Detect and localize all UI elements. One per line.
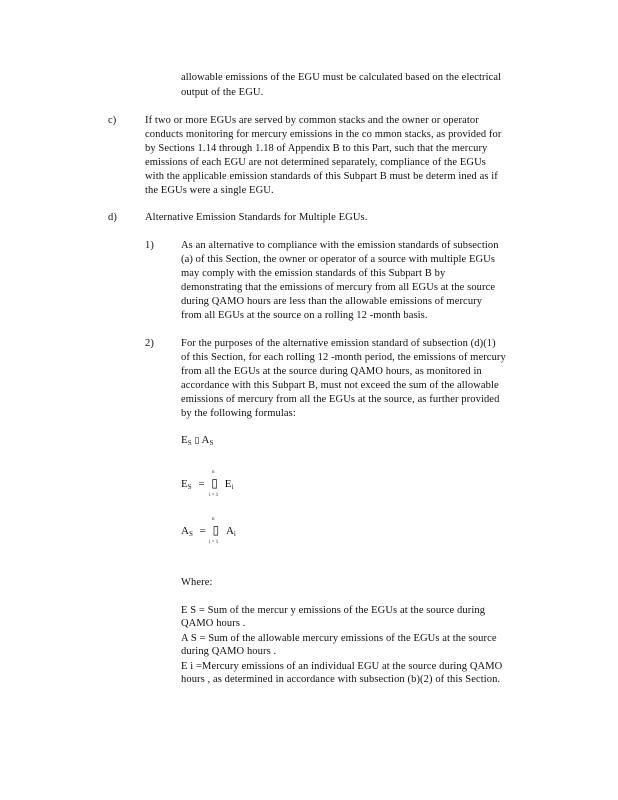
- item-2-line: by the following formulas:: [181, 408, 296, 419]
- formula-3-term-sub: i: [233, 530, 236, 538]
- paragraph-c-line: by Sections 1.14 through 1.18 of Appendix B to this Part, such that the mercury: [145, 143, 488, 154]
- formula-3-term: A: [225, 525, 234, 537]
- formula-3: [181, 523, 236, 538]
- formula-2-term: E: [224, 478, 232, 490]
- definition-line: A S = Sum of the allowable mercury emissions of the EGUs at the source: [181, 633, 497, 644]
- formula-2-lower-limit: i = 1: [209, 493, 219, 498]
- formula-2-left: E: [181, 478, 188, 490]
- definition-line: hours , as determined in accordance with subsection (b)(2) of this Section.: [181, 674, 501, 685]
- formula-1-left: E: [181, 434, 188, 446]
- formula-1: [181, 434, 213, 447]
- formula-1-right-sub: S: [209, 439, 214, 447]
- formula-3-upper-limit: n: [212, 517, 215, 522]
- formula-2-sum-symbol: ▯: [211, 476, 218, 490]
- item-1-label: 1): [145, 240, 154, 251]
- formula-3-equals: =: [199, 525, 206, 537]
- item-1-line: may comply with the emission standards of this Subpart B by: [181, 268, 446, 279]
- paragraph-c-line: conducts monitoring for mercury emissions in the co mmon stacks, as provided for: [145, 129, 502, 140]
- definition-line: QAMO hours .: [181, 618, 246, 629]
- continuation-line: output of the EGU.: [181, 87, 264, 98]
- paragraph-c-line: with the applicable emission standards of this Subpart B must be determ ined as if: [145, 171, 498, 182]
- formula-1-right: A: [201, 434, 210, 446]
- item-1-line: As an alternative to compliance with the emission standards of subsection: [181, 240, 499, 251]
- paragraph-c-line: emissions of each EGU are not determined separately, compliance of the EGUs: [145, 157, 486, 168]
- formula-3-lower-limit: i = 1: [209, 540, 219, 545]
- item-2-line: For the purposes of the alternative emission standard of subsection (d)(1): [181, 338, 496, 349]
- formula-1-left-sub: S: [187, 439, 192, 447]
- item-1-line: demonstrating that the emissions of mercury from all EGUs at the source: [181, 282, 496, 293]
- paragraph-c-label: c): [108, 115, 117, 126]
- formula-2-upper-limit: n: [212, 470, 215, 475]
- paragraph-d-heading: Alternative Emission Standards for Multiple EGUs.: [145, 212, 368, 223]
- item-2-line: of this Section, for each rolling 12 -month period, the emissions of mercury: [181, 352, 506, 363]
- item-1-line: (a) of this Section, the owner or operator of a source with multiple EGUs: [181, 254, 496, 265]
- item-1-line: during QAMO hours are less than the allowable emissions of mercury: [181, 296, 483, 307]
- formula-2-left-sub: S: [187, 483, 192, 491]
- item-2-line: from all the EGUs at the source during QAMO hours, as monitored in: [181, 366, 482, 377]
- formula-3-left-sub: S: [188, 530, 193, 538]
- continuation-line: allowable emissions of the EGU must be calculated based on the electrical: [181, 72, 502, 83]
- formula-1-operator: ▯: [194, 436, 200, 446]
- formula-2-term-sub: i: [231, 483, 234, 491]
- formula-2-equals: =: [198, 478, 205, 490]
- paragraph-d-label: d): [108, 212, 117, 223]
- formula-3-sum-symbol: ▯: [212, 523, 220, 537]
- definition-line: E i =Mercury emissions of an individual EGU at the source during QAMO: [181, 661, 503, 672]
- item-2-line: emissions of mercury from all the EGUs at the source, as further provided: [181, 394, 500, 405]
- item-2-line: accordance with this Subpart B, must not exceed the sum of the allowable: [181, 380, 499, 391]
- item-1-line: from all EGUs at the source on a rolling 12 -month basis.: [181, 310, 428, 321]
- formula-3-left: A: [181, 525, 189, 537]
- where-label: Where:: [181, 577, 213, 588]
- definition-line: during QAMO hours .: [181, 646, 277, 657]
- paragraph-c-line: If two or more EGUs are served by common stacks and the owner or operator: [145, 115, 479, 126]
- formula-2: [181, 476, 233, 491]
- item-2-label: 2): [145, 338, 154, 349]
- definition-line: E S = Sum of the mercur y emissions of the EGUs at the source during: [181, 605, 486, 616]
- paragraph-c-line: the EGUs were a single EGU.: [145, 185, 274, 196]
